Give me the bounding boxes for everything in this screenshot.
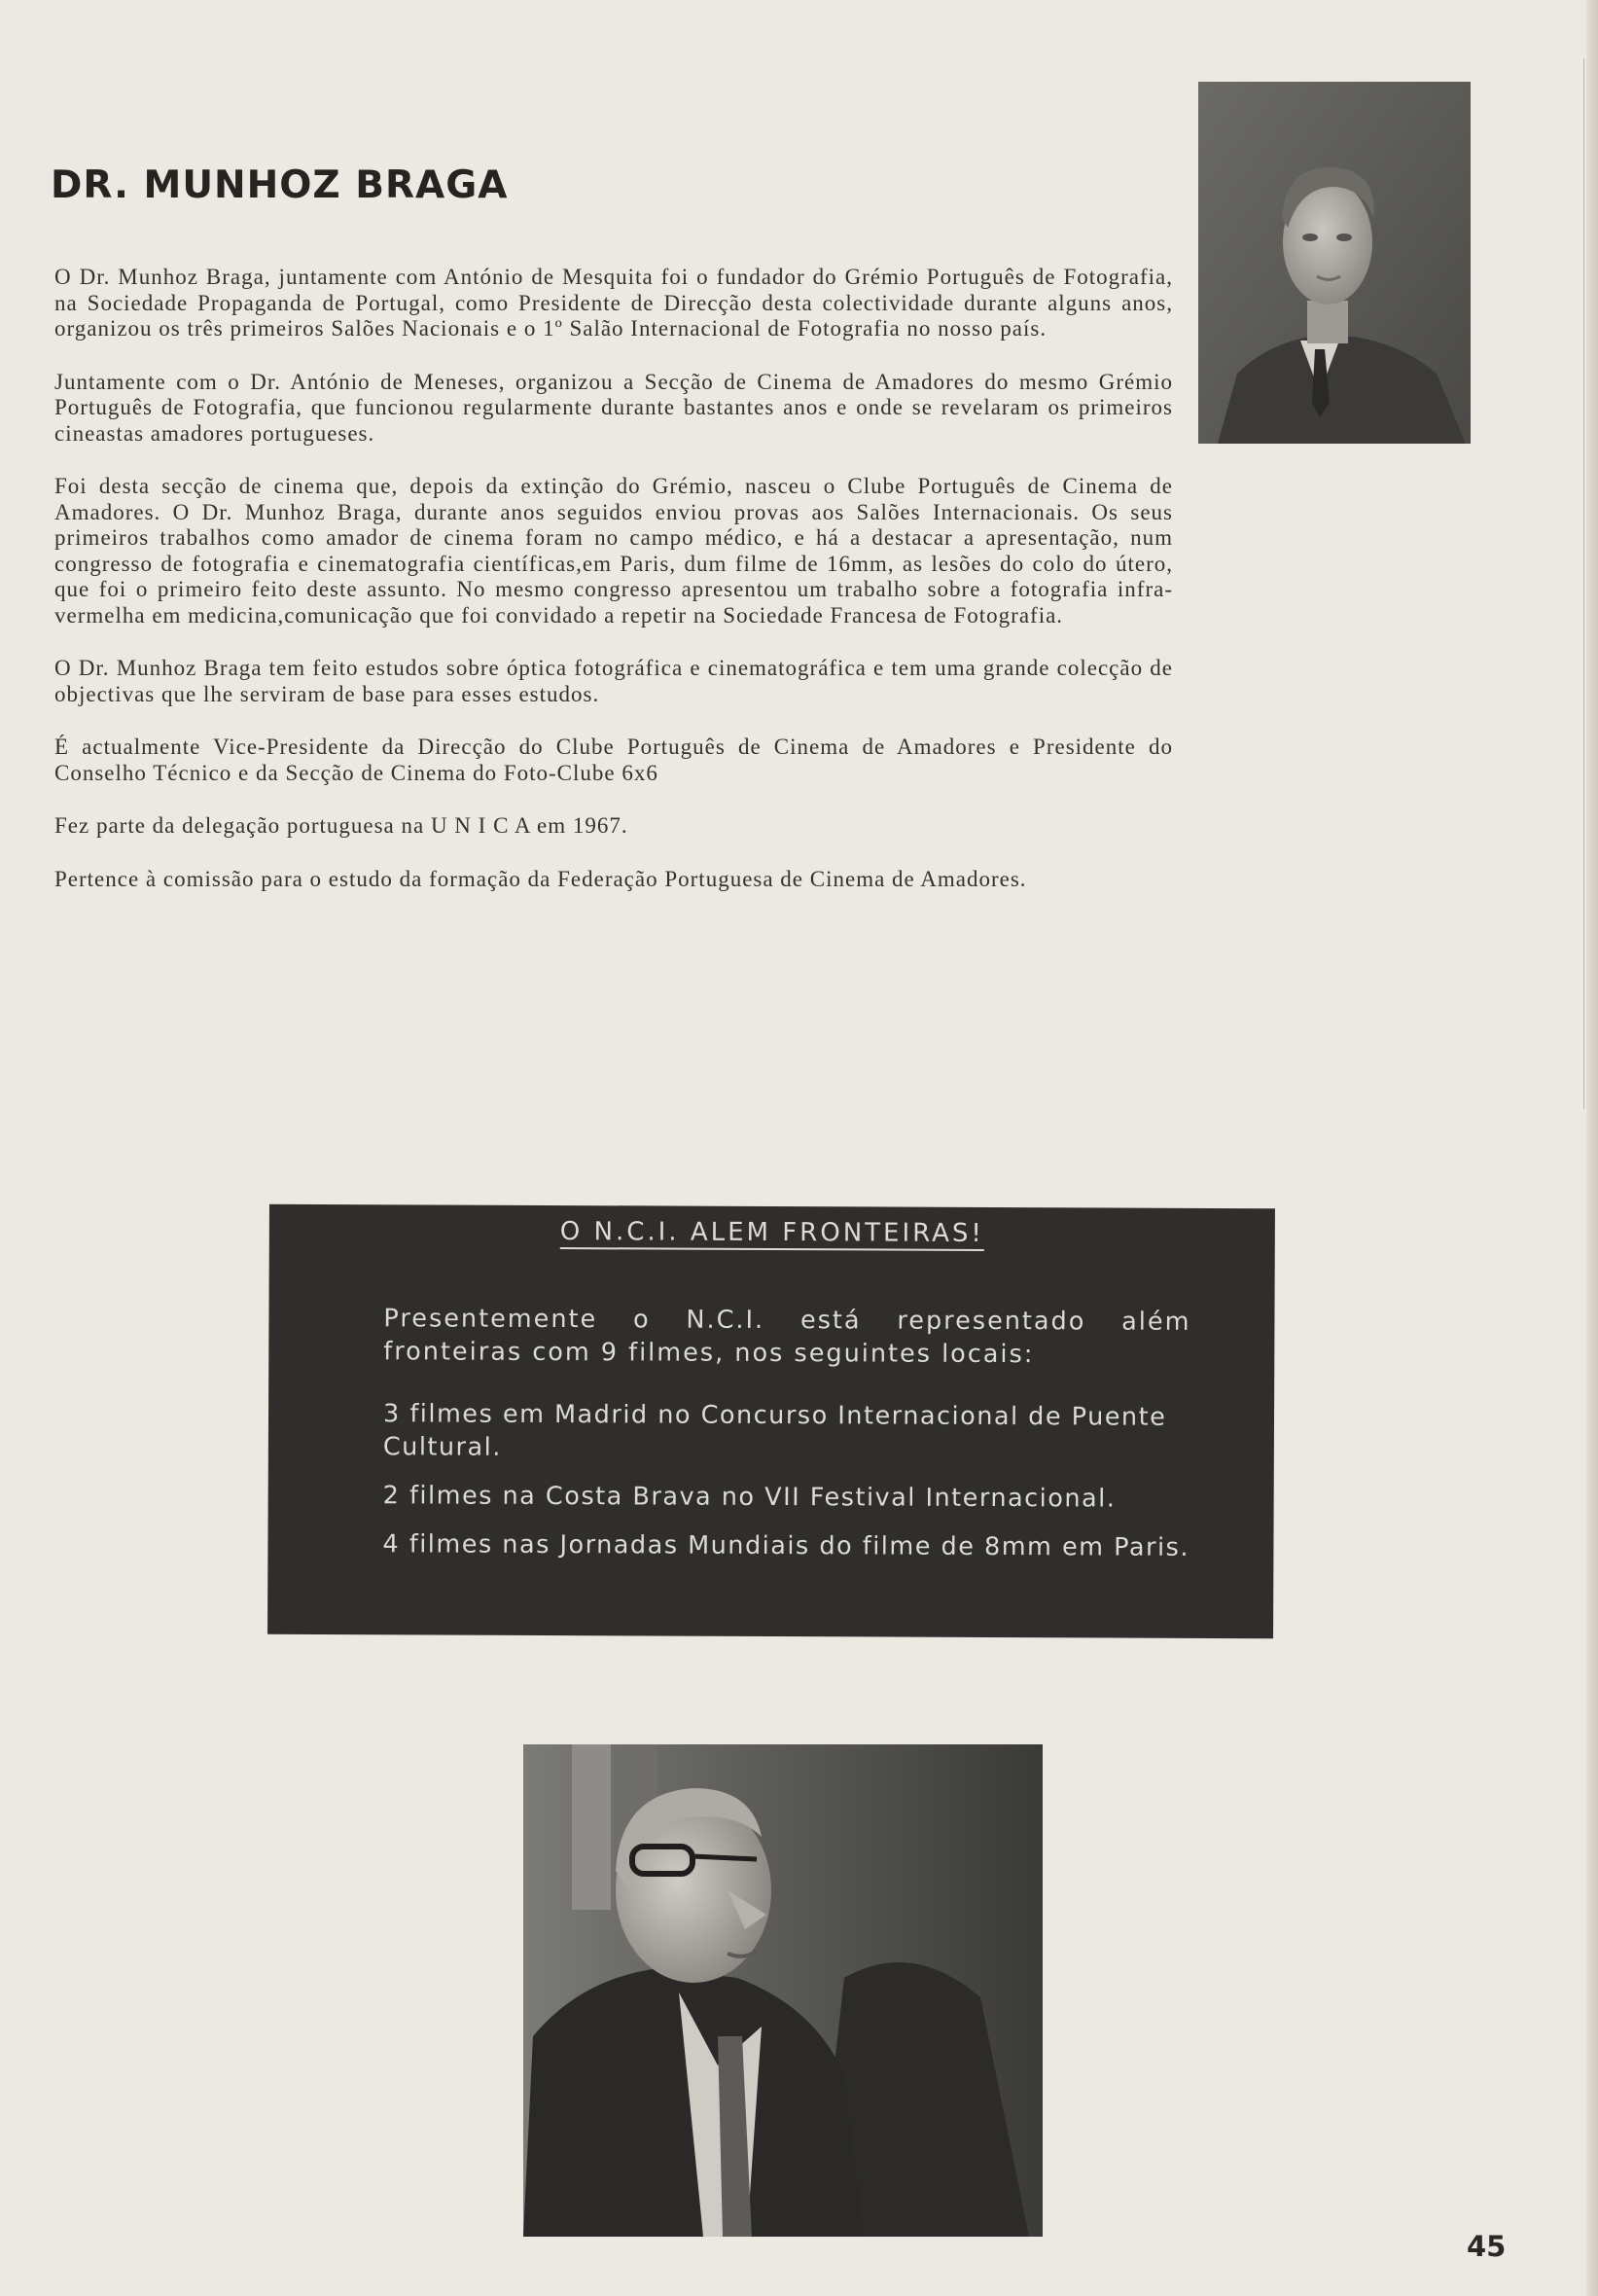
article-paragraph: O Dr. Munhoz Braga tem feito estudos sobre óptica fotográfica e cinematográfica e tem uma grande colecção de objectivas que lhe serviram de base para esses estudos. bbox=[54, 656, 1173, 706]
box-list-item: 4 filmes nas Jornadas Mundiais do filme de 8mm em Paris. bbox=[382, 1529, 1190, 1562]
ncl-abroad-box bbox=[267, 1204, 1275, 1639]
profile-illustration bbox=[523, 1744, 1043, 2237]
page-binding-edge bbox=[1586, 0, 1598, 2296]
article-paragraph: O Dr. Munhoz Braga, juntamente com António de Mesquita foi o fundador do Grémio Português de Fotografia, na Sociedade Propaganda de Portugal, como Presidente de Direcção desta colectividade durante alguns anos, organizou os três primeiros Salões Nacionais e o 1º Salão Internacional de Fotografia no nosso país. bbox=[54, 265, 1173, 341]
box-list-item: 3 filmes em Madrid no Concurso Internacional de Puente Cultural. bbox=[382, 1399, 1167, 1462]
box-heading bbox=[269, 1216, 1275, 1250]
article-paragraph: Fez parte da delegação portuguesa na U N I C A em 1967. bbox=[54, 813, 628, 838]
article-paragraph: Foi desta secção de cinema que, depois da extinção do Grémio, nasceu o Clube Português de Cinema de Amadores. O Dr. Munhoz Braga, durante anos seguidos enviou provas aos Salões Internacionais. Os seus primeiros trabalhos como amador de cinema foram no campo médico, e há a destacar a apresentação, num congresso de fotografia e cinematografia científicas,em Paris, dum filme de 16mm, as lesões do colo do útero, que foi o primeiro feito deste assunto. No mesmo congresso apresentou um trabalho sobre a fotografia infra-vermelha em medicina,comunicação que foi convidado a repetir na Sociedade Francesa de Fotografia. bbox=[54, 474, 1173, 628]
article-body bbox=[54, 265, 1173, 919]
article-title: DR. MUNHOZ BRAGA bbox=[51, 163, 509, 207]
page-binding-line bbox=[1583, 58, 1584, 1109]
box-list bbox=[382, 1397, 1190, 1580]
box-list-item: 2 filmes na Costa Brava no VII Festival Internacional. bbox=[382, 1481, 1117, 1514]
portrait-illustration bbox=[1198, 82, 1471, 444]
profile-photo bbox=[523, 1744, 1043, 2237]
article-paragraph: É actualmente Vice-Presidente da Direcção do Clube Português de Cinema de Amadores e Presidente do Conselho Técnico e da Secção de Cinema do Foto-Clube 6x6 bbox=[54, 735, 1173, 785]
article-paragraph: Pertence à comissão para o estudo da formação da Federação Portuguesa de Cinema de Amadores. bbox=[54, 866, 1027, 891]
article-paragraph: Juntamente com o Dr. António de Meneses, organizou a Secção de Cinema de Amadores do mesmo Grémio Português de Fotografia, que funcionou regularmente durante bastantes anos e onde se revelaram os primeiros cineastas amadores portugueses. bbox=[54, 369, 1173, 446]
page-number: 45 bbox=[1467, 2230, 1507, 2263]
box-heading-text: O N.C.I. ALEM FRONTEIRAS! bbox=[560, 1217, 984, 1251]
box-intro: Presentemente o N.C.I. está representado além fronteiras com 9 filmes, nos seguintes locais: bbox=[383, 1304, 1191, 1370]
portrait-photo bbox=[1198, 82, 1471, 444]
